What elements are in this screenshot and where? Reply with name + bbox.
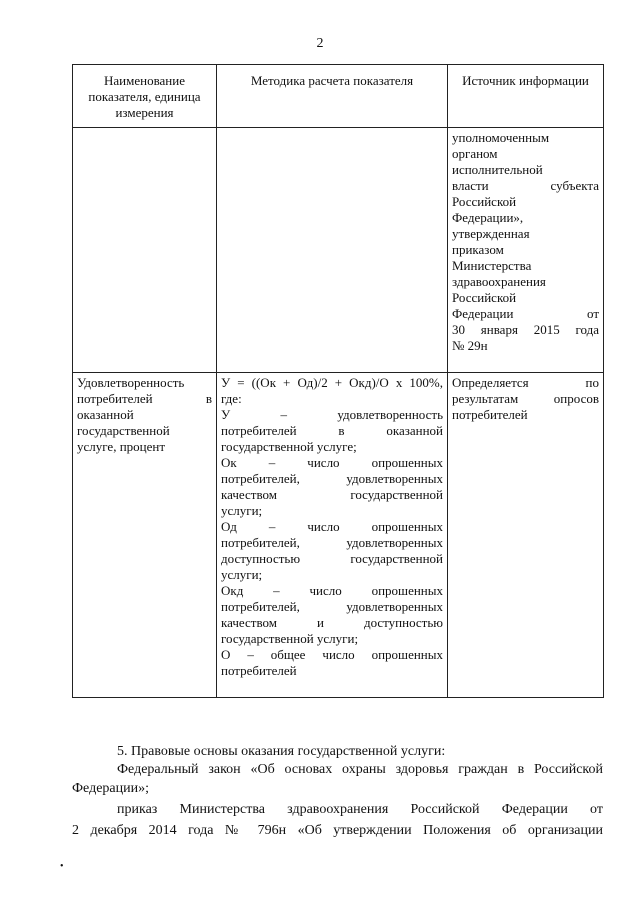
indicators-table xyxy=(72,64,604,698)
source-line: органом xyxy=(452,146,498,161)
cell-information-source xyxy=(448,128,604,373)
method-line: О – общее число опрошенных xyxy=(221,647,443,662)
header-calculation-method: Методика расчета показателя xyxy=(217,65,448,128)
method-line: Окд – число опрошенных xyxy=(221,583,443,598)
source-line: Российской xyxy=(452,194,517,209)
stray-mark: • xyxy=(60,861,64,872)
law-reference-line: Федеральный закон «Об основах охраны здоровья граждан в Российской xyxy=(117,762,603,777)
source-line: Российской xyxy=(452,290,517,305)
method-line: потребителей, удовлетворенных xyxy=(221,535,443,550)
method-line: где: xyxy=(221,391,242,406)
order-reference-line: приказ Министерства здравоохранения Российской Федерации от xyxy=(117,802,603,817)
header-information-source: Источник информации xyxy=(448,65,604,128)
indicator-line: оказанной xyxy=(77,407,134,422)
formula-line: У = ((Ок + Од)/2 + Окд)/О x 100%, xyxy=(221,375,443,390)
cell-calculation-method xyxy=(217,373,448,698)
table-row xyxy=(73,128,604,373)
cell-information-source xyxy=(448,373,604,698)
cell-indicator-name xyxy=(73,373,217,698)
table-header-row xyxy=(73,65,604,128)
method-line: услуги; xyxy=(221,567,263,582)
source-line: потребителей xyxy=(452,407,528,422)
method-line: качеством государственной xyxy=(221,487,443,502)
source-line: Определяется по xyxy=(452,375,599,390)
method-line: потребителей, удовлетворенных xyxy=(221,471,443,486)
method-line: качеством и доступностью xyxy=(221,615,443,630)
method-line: доступностью государственной xyxy=(221,551,443,566)
law-reference-line: Федерации»; xyxy=(72,781,150,796)
method-line: Од – число опрошенных xyxy=(221,519,443,534)
source-line: № 29н xyxy=(452,338,488,353)
indicator-line: государственной xyxy=(77,423,170,438)
order-reference-line: 2 декабря 2014 года № 796н «Об утверждении Положения об организации xyxy=(72,823,603,838)
indicator-line: потребителей в xyxy=(77,391,212,406)
header-indicator-name: Наименование показателя, единица измерения xyxy=(73,65,217,128)
method-line: У – удовлетворенность xyxy=(221,407,443,422)
source-line: Федерации от xyxy=(452,306,599,321)
source-line: здравоохранения xyxy=(452,274,546,289)
method-line: Ок – число опрошенных xyxy=(221,455,443,470)
source-line: утвержденная xyxy=(452,226,530,241)
cell-indicator-name xyxy=(73,128,217,373)
table-row xyxy=(73,373,604,698)
source-line: уполномоченным xyxy=(452,130,550,145)
method-line: потребителей, удовлетворенных xyxy=(221,599,443,614)
source-line: Министерства xyxy=(452,258,532,273)
method-line: потребителей в оказанной xyxy=(221,423,443,438)
source-line: результатам опросов xyxy=(452,391,599,406)
section-heading: 5. Правовые основы оказания государственной услуги: xyxy=(117,744,446,759)
source-line: Федерации», xyxy=(452,210,524,225)
source-line: приказом xyxy=(452,242,504,257)
method-line: потребителей xyxy=(221,663,297,678)
indicator-line: услуге, процент xyxy=(77,439,166,454)
method-line: государственной услуге; xyxy=(221,439,357,454)
source-line: власти субъекта xyxy=(452,178,599,193)
indicator-line: Удовлетворенность xyxy=(77,375,185,390)
source-line: исполнительной xyxy=(452,162,543,177)
source-line: 30 января 2015 года xyxy=(452,322,599,337)
method-line: государственной услуги; xyxy=(221,631,359,646)
cell-calculation-method xyxy=(217,128,448,373)
page-number: 2 xyxy=(316,36,324,51)
method-line: услуги; xyxy=(221,503,263,518)
